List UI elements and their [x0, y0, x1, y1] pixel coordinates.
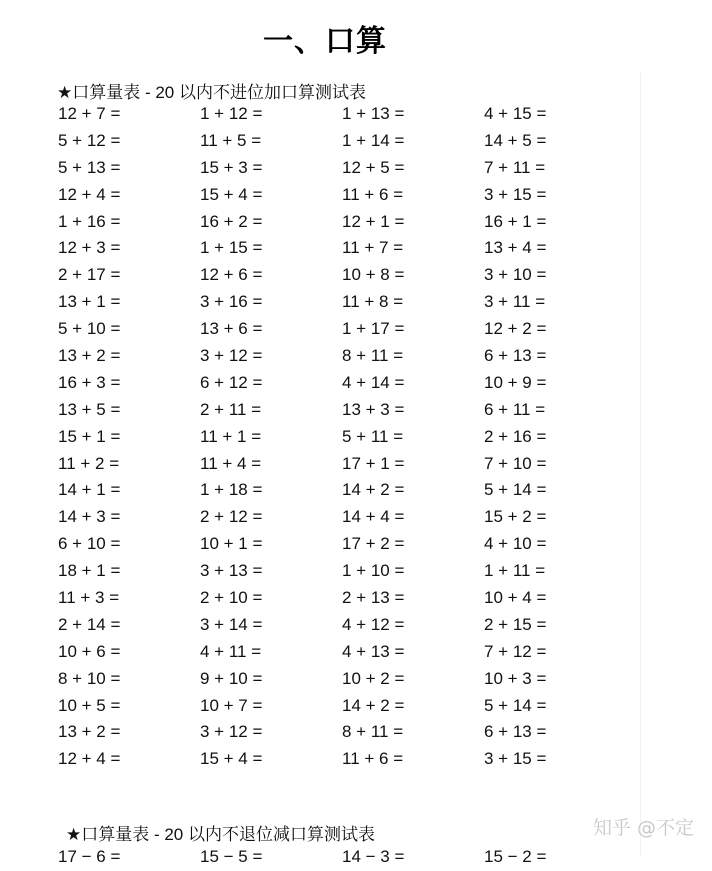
problem-item: 5 + 13 =	[58, 157, 121, 177]
problem-item: 12 + 4 =	[58, 749, 121, 769]
problem-item: 10 + 6 =	[58, 641, 121, 661]
problem-item: 3 + 10 =	[484, 265, 547, 285]
problem-item: 3 + 11 =	[484, 292, 546, 312]
problem-item: 12 + 6 =	[200, 265, 263, 285]
problem-item: 14 + 4 =	[342, 507, 405, 527]
problem-item: 12 + 3 =	[58, 238, 121, 258]
problem-item: 2 + 13 =	[342, 588, 405, 608]
problem-item: 11 + 1 =	[200, 426, 262, 446]
problem-item: 15 − 2 =	[484, 847, 547, 866]
problem-item: 5 + 11 =	[342, 426, 404, 446]
problem-item: 11 + 3 =	[58, 588, 120, 608]
problem-item: 10 + 1 =	[200, 534, 263, 554]
problem-item: 13 + 1 =	[58, 292, 121, 312]
problem-item: 6 + 12 =	[200, 372, 263, 392]
problem-item: 1 + 15 =	[200, 238, 263, 258]
problem-item: 11 + 4 =	[200, 453, 262, 473]
problem-item: 3 + 12 =	[200, 722, 263, 742]
problem-item: 13 + 2 =	[58, 346, 121, 366]
problem-item: 1 + 13 =	[342, 104, 405, 123]
page-title: 一、口算	[263, 24, 387, 59]
problem-item: 10 + 4 =	[484, 588, 547, 608]
problem-item: 8 + 11 =	[342, 346, 404, 366]
problem-item: 12 + 5 =	[342, 157, 405, 177]
problem-item: 10 + 9 =	[484, 372, 547, 392]
problem-item: 13 + 4 =	[484, 238, 547, 258]
problem-item: 2 + 11 =	[200, 399, 262, 419]
problem-item: 12 + 4 =	[58, 184, 121, 204]
problem-item: 10 + 7 =	[200, 695, 263, 715]
problem-item: 6 + 13 =	[484, 346, 547, 366]
section-heading-addition: ★口算量表 - 20 以内不进位加口算测试表	[57, 83, 366, 102]
problem-item: 12 + 1 =	[342, 211, 405, 231]
problem-item: 2 + 15 =	[484, 614, 547, 634]
problem-item: 7 + 12 =	[484, 641, 547, 661]
problem-item: 16 + 3 =	[58, 372, 121, 392]
problem-item: 12 + 7 =	[58, 104, 121, 123]
problem-item: 3 + 14 =	[200, 614, 263, 634]
problem-item: 13 + 5 =	[58, 399, 121, 419]
problem-item: 10 + 5 =	[58, 695, 121, 715]
problem-item: 4 + 10 =	[484, 534, 547, 554]
problem-item: 17 + 2 =	[342, 534, 405, 554]
problem-item: 15 + 1 =	[58, 426, 121, 446]
problem-item: 13 + 6 =	[200, 319, 263, 339]
problem-item: 3 + 16 =	[200, 292, 263, 312]
page-edge-line	[640, 72, 641, 856]
problem-item: 14 − 3 =	[342, 847, 405, 866]
problem-item: 2 + 12 =	[200, 507, 263, 527]
problem-item: 11 + 5 =	[200, 130, 262, 150]
problem-item: 5 + 10 =	[58, 319, 121, 339]
problem-item: 7 + 11 =	[484, 157, 546, 177]
problem-item: 1 + 16 =	[58, 211, 121, 231]
problem-item: 11 + 7 =	[342, 238, 404, 258]
problem-item: 18 + 1 =	[58, 561, 121, 581]
addition-problems-grid	[58, 101, 626, 773]
problem-item: 10 + 8 =	[342, 265, 405, 285]
problem-item: 14 + 2 =	[342, 695, 405, 715]
problem-item: 15 + 4 =	[200, 749, 263, 769]
problem-item: 15 + 3 =	[200, 157, 263, 177]
problem-item: 11 + 6 =	[342, 184, 404, 204]
problem-item: 8 + 10 =	[58, 668, 121, 688]
problem-item: 14 + 3 =	[58, 507, 121, 527]
problem-item: 1 + 10 =	[342, 561, 405, 581]
problem-item: 1 + 18 =	[200, 480, 263, 500]
problem-item: 17 − 6 =	[58, 847, 121, 866]
problem-item: 2 + 10 =	[200, 588, 263, 608]
problem-item: 2 + 16 =	[484, 426, 547, 446]
problem-item: 4 + 12 =	[342, 614, 405, 634]
problem-item: 5 + 14 =	[484, 695, 547, 715]
problem-item: 13 + 3 =	[342, 399, 405, 419]
problem-item: 5 + 14 =	[484, 480, 547, 500]
subtraction-problems-grid	[58, 844, 626, 871]
problem-item: 15 + 4 =	[200, 184, 263, 204]
problem-item: 9 + 10 =	[200, 668, 263, 688]
problem-item: 1 + 11 =	[484, 561, 546, 581]
problem-item: 3 + 12 =	[200, 346, 263, 366]
problem-item: 1 + 12 =	[200, 104, 263, 123]
problem-item: 1 + 17 =	[342, 319, 405, 339]
problem-item: 15 − 5 =	[200, 847, 263, 866]
problem-item: 6 + 13 =	[484, 722, 547, 742]
problem-item: 7 + 10 =	[484, 453, 547, 473]
section-heading-subtraction: ★口算量表 - 20 以内不退位减口算测试表	[66, 825, 375, 844]
problem-item: 2 + 14 =	[58, 614, 121, 634]
problem-item: 4 + 11 =	[200, 641, 262, 661]
problem-item: 3 + 15 =	[484, 749, 547, 769]
problem-item: 4 + 14 =	[342, 372, 405, 392]
problem-item: 14 + 1 =	[58, 480, 121, 500]
problem-item: 8 + 11 =	[342, 722, 404, 742]
problem-item: 3 + 15 =	[484, 184, 547, 204]
problem-item: 10 + 3 =	[484, 668, 547, 688]
problem-item: 5 + 12 =	[58, 130, 121, 150]
problem-item: 11 + 6 =	[342, 749, 404, 769]
problem-item: 16 + 2 =	[200, 211, 263, 231]
problem-item: 6 + 10 =	[58, 534, 121, 554]
problem-item: 12 + 2 =	[484, 319, 547, 339]
problem-item: 6 + 11 =	[484, 399, 546, 419]
problem-item: 14 + 5 =	[484, 130, 547, 150]
problem-item: 1 + 14 =	[342, 130, 405, 150]
watermark: 知乎 @不定	[592, 817, 694, 839]
problem-item: 16 + 1 =	[484, 211, 547, 231]
problem-item: 4 + 13 =	[342, 641, 405, 661]
problem-item: 4 + 15 =	[484, 104, 547, 123]
problem-item: 2 + 17 =	[58, 265, 121, 285]
problem-item: 13 + 2 =	[58, 722, 121, 742]
problem-item: 10 + 2 =	[342, 668, 405, 688]
problem-item: 11 + 2 =	[58, 453, 120, 473]
problem-item: 11 + 8 =	[342, 292, 404, 312]
problem-item: 3 + 13 =	[200, 561, 263, 581]
problem-item: 14 + 2 =	[342, 480, 405, 500]
problem-item: 17 + 1 =	[342, 453, 405, 473]
problem-item: 15 + 2 =	[484, 507, 547, 527]
